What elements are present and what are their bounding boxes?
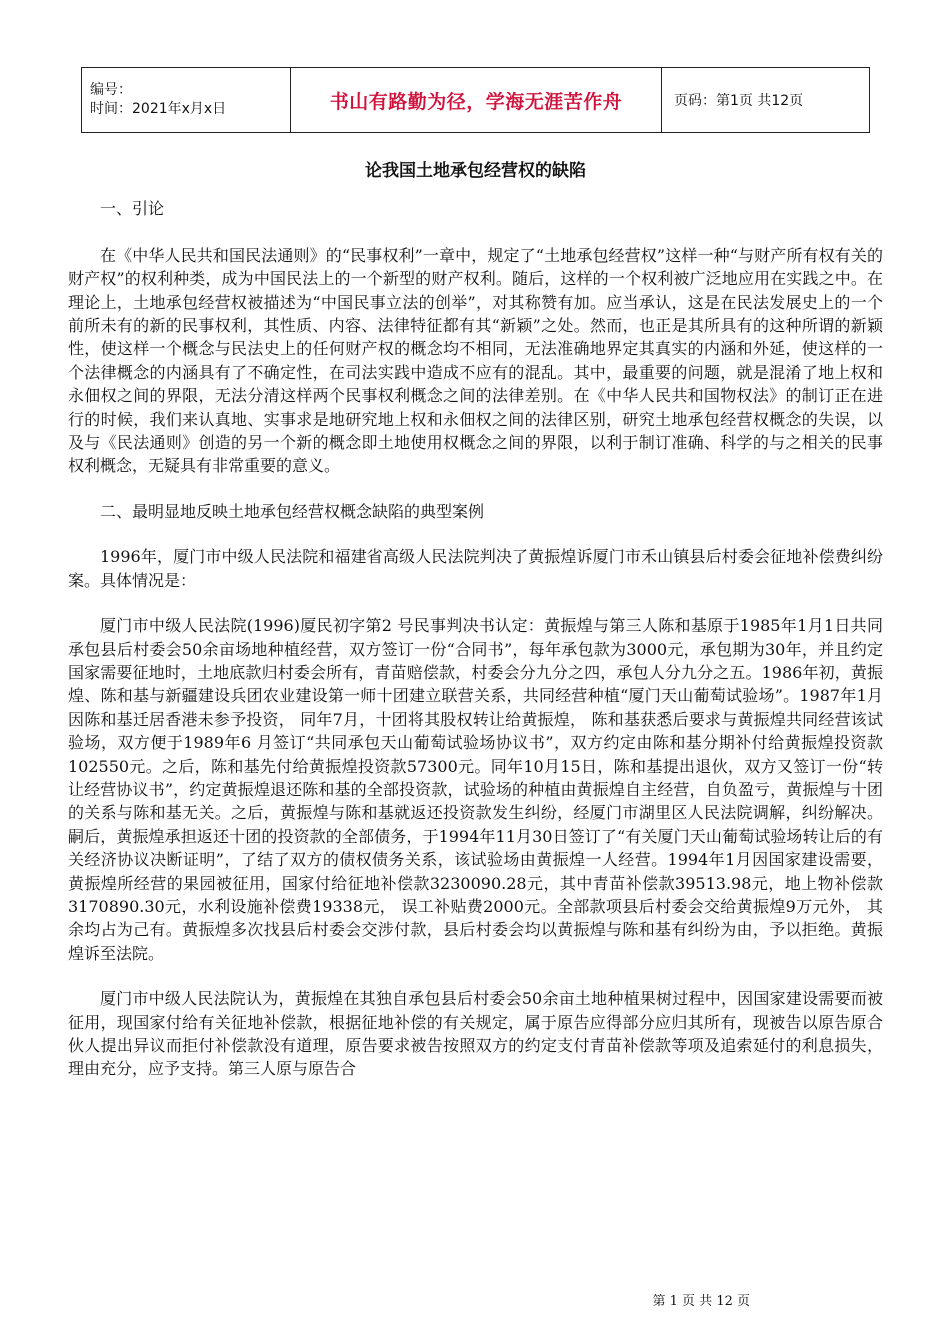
- time-label: 时间：2021年x月x日: [90, 101, 227, 117]
- header-info-cell: [82, 68, 291, 133]
- number-label: 编号：: [90, 82, 132, 98]
- document-title: 论我国土地承包经营权的缺陷: [365, 161, 586, 181]
- page-footer: 第 1 页 共 12 页: [652, 1294, 750, 1309]
- document-header-table: [81, 67, 870, 133]
- paragraph-introduction: 在《中华人民共和国民法通则》的“民事权利”一章中，规定了“土地承包经营权”这样一种“与财产所有权有关的财产权”的权利种类，成为中国民法上的一个新型的财产权利。随后，这样的一个权利被广泛地应用在实践之中。在理论上，土地承包经营权被描述为“中国民事立法的创举”，对其称赞有加。应当承认，这是在民法发展史上的一个前所未有的新的民事权利，其性质、内容、法律特征都有其“新颖”之处。然而，也正是其所具有的这种所谓的新颖性，使这样一个概念与民法史上的任何财产权的概念均不相同，无法准确地界定其真实的内涵和外延，使这样的一个法律概念的内涵具有了不确定性，在司法实践中造成不应有的混乱。其中，最重要的问题，就是混淆了地上权和永佃权之间的界限，无法分清这样两个民事权利概念之间的法律差别。在《中华人民共和国物权法》的制订正在进行的时候，我们来认真地、实事求是地研究地上权和永佃权之间的法律区别，研究土地承包经营权概念的失误，以及与《民法通则》创造的另一个新的概念即土地使用权概念之间的界限，以利于制订准确、科学的与之相关的民事权利概念，无疑具有非常重要的意义。: [68, 245, 883, 476]
- section-heading-case: 二、最明显地反映土地承包经营权概念缺陷的典型案例: [100, 501, 485, 521]
- page-info-cell: [662, 68, 870, 133]
- motto-cell: [291, 68, 662, 133]
- page-label: 页码：第1页 共12页: [674, 93, 804, 109]
- paragraph-case-intro: 1996年，厦门市中级人民法院和福建省高级人民法院判决了黄振煌诉厦门市禾山镇县后村委会征地补偿费纠纷案。具体情况是：: [68, 547, 883, 590]
- document-body: [68, 160, 883, 1103]
- paragraph-court-opinion: 厦门市中级人民法院认为，黄振煌在其独自承包县后村委会50余亩土地种植果树过程中，因国家建设需要而被征用，现国家付给有关征地补偿款，根据征地补偿的有关规定，属于原告应得部分应归其所有，现被告以原告原合伙人提出异议而拒付补偿款没有道理，原告要求被告按照双方的约定支付青苗补偿款等项及追索延付的利息损失，理由充分，应予支持。第三人原与原告合: [68, 989, 883, 1079]
- section-heading-introduction: 一、引论: [100, 199, 165, 219]
- paragraph-case-facts: 厦门市中级人民法院(1996)厦民初字第2 号民事判决书认定：黄振煌与第三人陈和基原于1985年1月1日共同承包县后村委会50余亩场地种植经营，双方签订一份“合同书”，每年承包款为3000元，承包期为30年，并且约定国家需要征地时，土地底款归村委会所有，青苗赔偿款，村委会分九分之四，承包人分九分之五。1986年初，黄振煌、陈和基与新疆建设兵团农业建设第一师十团建立联营关系，共同经营种植“厦门天山葡萄试验场”。1987年1月因陈和基迁居香港未参予投资， 同年7月，十团将其股权转让给黄振煌， 陈和基获悉后要求与黄振煌共同经营该试验场，双方便于1989年6 月签订“共同承包天山葡萄试验场协议书”，双方约定由陈和基分期补付给黄振煌投资款102550元。之后，陈和基先付给黄振煌投资款57300元。同年10月15日，陈和基提出退伙，双方又签订一份“转让经营协议书”，约定黄振煌退还陈和基的全部投资款，试验场的种植由黄振煌自主经营，自负盈亏，黄振煌与十团的关系与陈和基无关。之后，黄振煌与陈和基就返还投资款发生纠纷，经厦门市湖里区人民法院调解，纠纷解决。嗣后，黄振煌承担返还十团的投资款的全部债务，于1994年11月30日签订了“有关厦门天山葡萄试验场转让后的有关经济协议决断证明”，了结了双方的债权债务关系，该试验场由黄振煌一人经营。1994年1月因国家建设需要， 黄振煌所经营的果园被征用，国家付给征地补偿款3230090.28元，其中青苗补偿款39513.98元，地上物补偿款3170890.30元，水利设施补偿费19338元， 误工补贴费2000元。全部款项县后村委会交给黄振煌9万元外， 其余均占为己有。黄振煌多次找县后村委会交涉付款，县后村委会均以黄振煌与陈和基有纠纷为由，予以拒绝。黄振煌诉至法院。: [68, 616, 883, 963]
- motto-text: 书山有路勤为径，学海无涯苦作舟: [329, 90, 623, 113]
